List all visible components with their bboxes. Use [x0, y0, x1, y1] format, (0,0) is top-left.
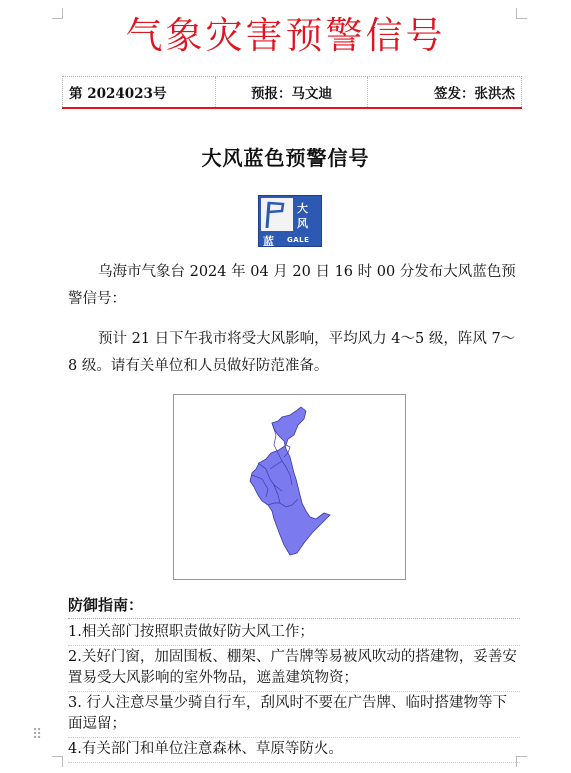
warning-area-map	[173, 394, 406, 580]
issue-paragraph: 乌海市气象台 2024 年 04 月 20 日 16 时 00 分发布大风蓝色预警信号：	[68, 264, 516, 307]
gale-blue-signal-icon	[258, 195, 322, 247]
forecaster: 预报：马文迪	[215, 77, 367, 107]
header-divider	[62, 107, 522, 109]
wind-flag-icon	[261, 198, 293, 231]
wuhai-region-shape	[250, 407, 330, 555]
guidance-item-2: 2.关好门窗，加固围板、棚架、广告牌等易被风吹动的搭建物，妥善安置易受大风影响的室外物品，遮盖建筑物资；	[68, 646, 520, 692]
guidance-item-4: 4.有关部门和单位注意森林、草原等防火。	[68, 738, 520, 763]
warning-title: 大风蓝色预警信号	[201, 146, 370, 170]
guidance-item-1: 1.相关部门按照职责做好防大风工作；	[68, 621, 520, 646]
page-corner-mark	[52, 756, 63, 767]
wuhai-region-map	[174, 395, 407, 581]
signal-char-feng: 风	[297, 217, 308, 230]
guidance-divider	[68, 618, 520, 619]
guidance-item-3: 3. 行人注意尽量少骑自行车，刮风时不要在广告牌、临时搭建物等下面逗留；	[68, 692, 520, 738]
document-title: 气象灾害预警信号	[125, 14, 446, 57]
signal-char-da: 大	[297, 202, 308, 215]
guidance-list	[68, 621, 520, 763]
forecast-paragraph: 预计 21 日下午我市将受大风影响，平均风力 4～5 级，阵风 7～8 级。请有关单位和人员做好防范准备。	[68, 331, 516, 374]
signer: 签发：张洪杰	[367, 77, 521, 107]
signal-english-label: GALE	[287, 236, 310, 244]
guidance-title: 防御指南：	[68, 596, 144, 614]
issue-meta-table	[62, 76, 522, 107]
drag-handle-icon[interactable]: ⠿	[32, 727, 43, 743]
issue-number: 第 2024023号	[69, 86, 167, 102]
signal-char-lan: 蓝	[263, 235, 274, 248]
